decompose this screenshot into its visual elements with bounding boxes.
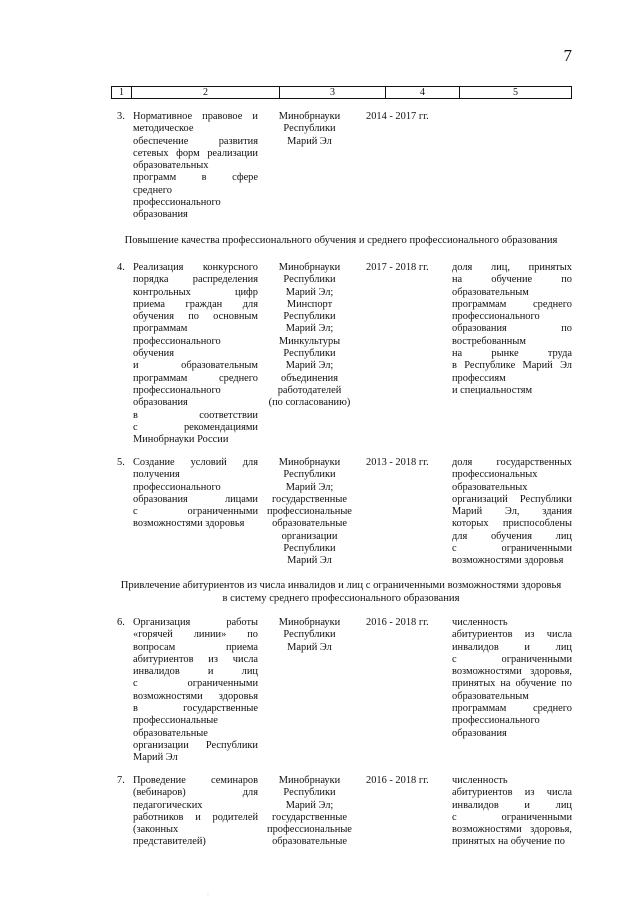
row-5-period: 2013 - 2018 гг. [366,457,429,468]
row-4-executor-line: Минобрнауки [278,262,341,273]
section-title-applicants [110,580,572,605]
row-5-result-line: Марий Эл, здания [452,506,572,518]
row-3-action-line: образования [133,209,188,221]
row-4-result-line: программам среднего [452,298,572,310]
row-3-action-line: среднего [133,184,172,196]
row-6-action-line: инвалидов и лиц [133,666,258,678]
row-5-result [452,457,572,568]
row-3-action-line: профессионального [133,197,221,209]
row-7-result-line: абитуриентов из числа [452,787,572,799]
row-5-result-line: профессиональных [452,469,538,481]
row-7-executor-line: образовательные [272,836,347,848]
row-5-executor-line: Республики [283,469,336,481]
row-5-action-line: с ограниченными [133,506,258,518]
row-7-executor-line: профессиональные [267,824,352,836]
row-4-action-line: обучения [133,348,175,360]
row-4-executor-line: Республики [283,274,336,286]
row-3-action [133,111,258,222]
row-6-result-line: численность [452,617,508,628]
row-4-executor-line: Минкультуры [278,335,341,347]
row-7-executor [262,775,357,849]
row-3-action-line: сетевых форм реализации [133,147,258,159]
row-3-number: 3. [117,111,125,122]
row-4-executor-line: объединения [281,372,338,384]
row-6-action-line: возможностями здоровья [133,690,258,702]
row-7-action-line: Проведение семинаров [133,775,258,786]
row-4-executor-line: Республики [283,311,336,323]
row-7-result-line: возможностями здоровья, [452,824,572,836]
row-5-executor-line: Минобрнауки [278,457,341,468]
row-5-executor-line: Марий Эл [287,555,332,567]
row-5-result-line: доля государственных [452,457,572,468]
row-7-result-line: инвалидов и лиц [452,799,572,811]
row-3-executor-line: Марий Эл [287,135,332,147]
row-6-result-line: инвалидов и лиц [452,641,572,653]
row-4-executor-line: (по согласованию) [268,397,351,409]
row-5-executor-line: профессиональные [267,506,352,518]
row-6-action-line: вопросам приема [133,641,258,653]
section-title-applicants-line: Привлечение абитуриентов из числа инвалидов и лиц с ограниченными возможностями здоровья [120,580,562,591]
row-5-executor-line: государственные [272,493,347,505]
row-5-result-line: с ограниченными [452,543,572,555]
row-7-executor-line: Республики [283,787,336,799]
section-title-applicants-line: в систему среднего профессионального образования [222,592,460,604]
row-4-executor-line: Республики [283,348,336,360]
row-4-action-line: программам [133,323,188,335]
row-6-action [133,617,258,765]
row-4-result-line: образования по [452,323,572,335]
header-col-1: 1 [112,87,132,98]
section-title-quality: Повышение качества профессионального обучения и среднего профессионального образования [124,235,558,246]
row-5-executor-line: образовательные [272,518,347,530]
row-5-executor-line: организации [281,530,338,542]
row-4-action-line: Реализация конкурсного [133,262,258,273]
row-5-executor-line: Марий Эл; [285,481,334,493]
row-6-number: 6. [117,617,125,628]
row-6-action-line: «горячей линии» по [133,629,258,641]
row-4-action-line: профессионального [133,335,221,347]
row-5-action-line: получения [133,469,180,481]
row-7-number: 7. [117,775,125,786]
row-4-executor-line: Минспорт [286,298,333,310]
row-4-result-line: образовательным [452,286,529,298]
row-6-result-line: возможностями здоровья, [452,666,572,678]
row-5-action-line: профессионального [133,481,221,493]
row-6-executor [262,617,357,654]
row-4-action-line: Минобрнауки России [133,434,229,446]
row-6-action-line: Организация работы [133,617,258,628]
row-4-executor-line: Марий Эл; [285,286,334,298]
row-6-executor-line: Марий Эл [287,641,332,653]
row-6-result-line: образовательным [452,690,529,702]
row-5-result-line: организаций Республики [452,493,572,505]
header-col-2: 2 [132,87,280,98]
row-3-executor-line: Минобрнауки [278,111,341,122]
row-4-action-line: с рекомендациями [133,421,258,433]
header-col-5: 5 [513,87,518,98]
row-4-action [133,262,258,446]
row-6-result [452,617,572,740]
row-7-action-line: представителей) [133,836,206,848]
row-7-action-line: работников и родителей [133,811,258,823]
row-7-result-line: принятых на обучение по [452,836,565,848]
row-4-result-line: востребованным [452,335,526,347]
row-7-executor-line: Марий Эл; [285,799,334,811]
header-col-4: 4 [386,87,460,98]
row-4-executor-line: Марий Эл; [285,323,334,335]
row-4-result-line: в Республике Марий Эл [452,360,572,372]
row-7-result [452,775,572,849]
row-5-executor-line: Республики [283,543,336,555]
row-5-number: 5. [117,457,125,468]
row-6-result-line: принятых на обучение по [452,678,572,690]
table-header-row [111,86,572,99]
row-4-action-line: контрольных цифр [133,286,258,298]
row-3-action-line: методическое [133,123,194,135]
row-6-result-line: программам среднего [452,703,572,715]
row-5-action-line: возможностями здоровья [133,518,245,530]
row-3-action-line: программ в сфере [133,172,258,184]
row-6-period: 2016 - 2018 гг. [366,617,429,628]
row-6-executor-line: Республики [283,629,336,641]
row-7-action [133,775,258,849]
row-6-action-line: организации Республики [133,739,258,751]
row-6-executor-line: Минобрнауки [278,617,341,628]
row-4-result-line: на обучение по [452,274,572,286]
row-3-action-line: образовательных [133,160,209,172]
row-4-result-line: доля лиц, принятых [452,262,572,273]
row-3-period: 2014 - 2017 гг. [366,111,429,122]
scan-mark: · [207,892,209,898]
row-5-action [133,457,258,531]
row-4-action-line: образования [133,397,188,409]
row-5-result-line: возможностями здоровья [452,555,564,567]
row-7-executor-line: Минобрнауки [278,775,341,786]
row-4-action-line: порядка распределения [133,274,258,286]
row-4-result-line: профессионального [452,311,540,323]
row-6-result-line: абитуриентов из числа [452,629,572,641]
row-6-result-line: образования [452,727,507,739]
row-7-executor-line: государственные [272,811,347,823]
row-5-executor [262,457,357,568]
row-4-executor [262,262,357,410]
row-7-action-line: (вебинаров) для [133,787,258,799]
row-5-action-line: образования лицами [133,493,258,505]
row-4-action-line: и образовательным [133,360,258,372]
header-col-3: 3 [280,87,386,98]
row-5-action-line: Создание условий для [133,457,258,468]
row-6-action-line: профессиональные [133,715,218,727]
row-4-action-line: обучения по основным [133,311,258,323]
row-4-result-line: и специальностям [452,384,533,396]
row-4-number: 4. [117,262,125,273]
row-4-action-line: профессионального [133,384,221,396]
row-6-result-line: профессионального [452,715,540,727]
row-4-action-line: программам среднего [133,372,258,384]
row-5-result-line: образовательных [452,481,528,493]
row-6-action-line: Марий Эл [133,752,178,764]
row-4-executor-line: работодателей [277,384,342,396]
row-4-action-line: в соответствии [133,409,258,421]
row-6-result-line: с ограниченными [452,653,572,665]
row-6-action-line: образовательные [133,727,208,739]
row-3-executor-line: Республики [283,123,336,135]
page-number: 7 [563,46,572,65]
row-4-result [452,262,572,397]
row-3-action-line: Нормативное правовое и [133,111,258,122]
row-6-action-line: с ограниченными [133,678,258,690]
row-7-result-line: численность [452,775,508,786]
row-4-executor-line: Марий Эл; [285,360,334,372]
row-7-result-line: с ограниченными [452,811,572,823]
row-4-result-line: на рынке труда [452,348,572,360]
row-4-result-line: профессиям [452,372,506,384]
row-4-action-line: приема граждан для [133,298,258,310]
row-6-action-line: абитуриентов из числа [133,653,258,665]
row-7-action-line: педагогических [133,799,203,811]
row-3-action-line: обеспечение развития [133,135,258,147]
row-4-period: 2017 - 2018 гг. [366,262,429,273]
row-5-result-line: для обучения лиц [452,530,572,542]
row-3-executor [262,111,357,148]
row-5-result-line: которых приспособлены [452,518,572,530]
row-7-action-line: (законных [133,824,179,836]
row-7-period: 2016 - 2018 гг. [366,775,429,786]
row-6-action-line: в государственные [133,703,258,715]
